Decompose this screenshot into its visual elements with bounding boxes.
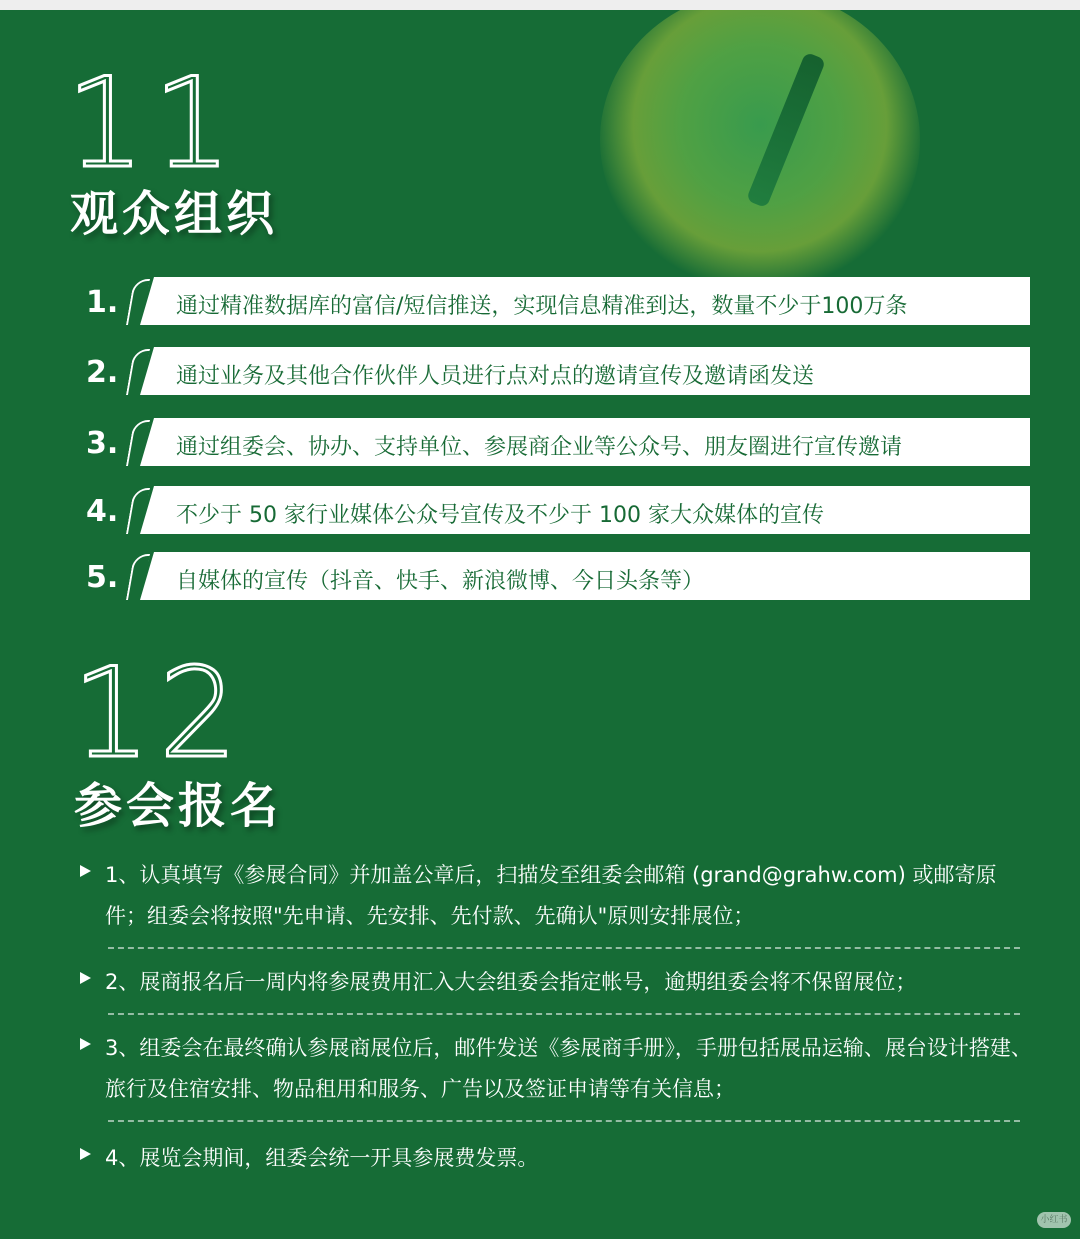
dashed-divider — [108, 1120, 1020, 1122]
registration-text: 2、展商报名后一周内将参展费用汇入大会组委会指定帐号，逾期组委会将不保留展位； — [105, 970, 917, 994]
dashed-divider — [108, 947, 1020, 949]
list-item — [0, 418, 1080, 468]
decorative-glow — [600, 10, 920, 290]
item-text: 不少于 50 家行业媒体公众号宣传及不少于 100 家大众媒体的宣传 — [176, 503, 824, 528]
section-number-12: 12 — [72, 642, 246, 786]
item-number: 2. — [86, 355, 119, 390]
item-number: 5. — [86, 560, 119, 595]
play-arrow-icon — [80, 1038, 91, 1050]
item-text: 通过精准数据库的富信/短信推送，实现信息精准到达，数量不少于100万条 — [176, 294, 908, 319]
list-item — [0, 552, 1080, 602]
section-title-registration: 参会报名 — [74, 778, 283, 834]
section-number-11: 11 — [66, 52, 240, 196]
list-item — [0, 277, 1080, 327]
registration-item — [80, 962, 1040, 1003]
registration-item — [80, 1138, 1040, 1179]
play-arrow-icon — [80, 1148, 91, 1160]
watermark-logo: 小红书 — [1037, 1212, 1071, 1228]
item-number: 3. — [86, 426, 119, 461]
registration-text: 1、认真填写《参展合同》并加盖公章后，扫描发至组委会邮箱 (grand@grahw.com) 或邮寄原件；组委会将按照"先申请、先安排、先付款、先确认"原则安排展位； — [105, 863, 997, 928]
item-text: 通过组委会、协办、支持单位、参展商企业等公众号、朋友圈进行宣传邀请 — [176, 435, 903, 460]
list-item — [0, 486, 1080, 536]
item-number: 1. — [86, 285, 119, 320]
page — [0, 10, 1080, 1239]
registration-item — [80, 855, 1040, 937]
registration-text: 4、展览会期间，组委会统一开具参展费发票。 — [105, 1146, 539, 1170]
list-item — [0, 347, 1080, 397]
top-strip — [0, 0, 1080, 10]
registration-item — [80, 1028, 1040, 1110]
section-title-audience: 观众组织 — [70, 186, 279, 242]
registration-text: 3、组委会在最终确认参展商展位后，邮件发送《参展商手册》，手册包括展品运输、展台设计搭建、旅行及住宿安排、物品租用和服务、广告以及签证申请等有关信息； — [105, 1036, 1032, 1101]
item-text: 自媒体的宣传（抖音、快手、新浪微博、今日头条等） — [176, 569, 705, 594]
dashed-divider — [108, 1013, 1020, 1015]
item-text: 通过业务及其他合作伙伴人员进行点对点的邀请宣传及邀请函发送 — [176, 364, 815, 389]
play-arrow-icon — [80, 972, 91, 984]
play-arrow-icon — [80, 865, 91, 877]
item-number: 4. — [86, 494, 119, 529]
